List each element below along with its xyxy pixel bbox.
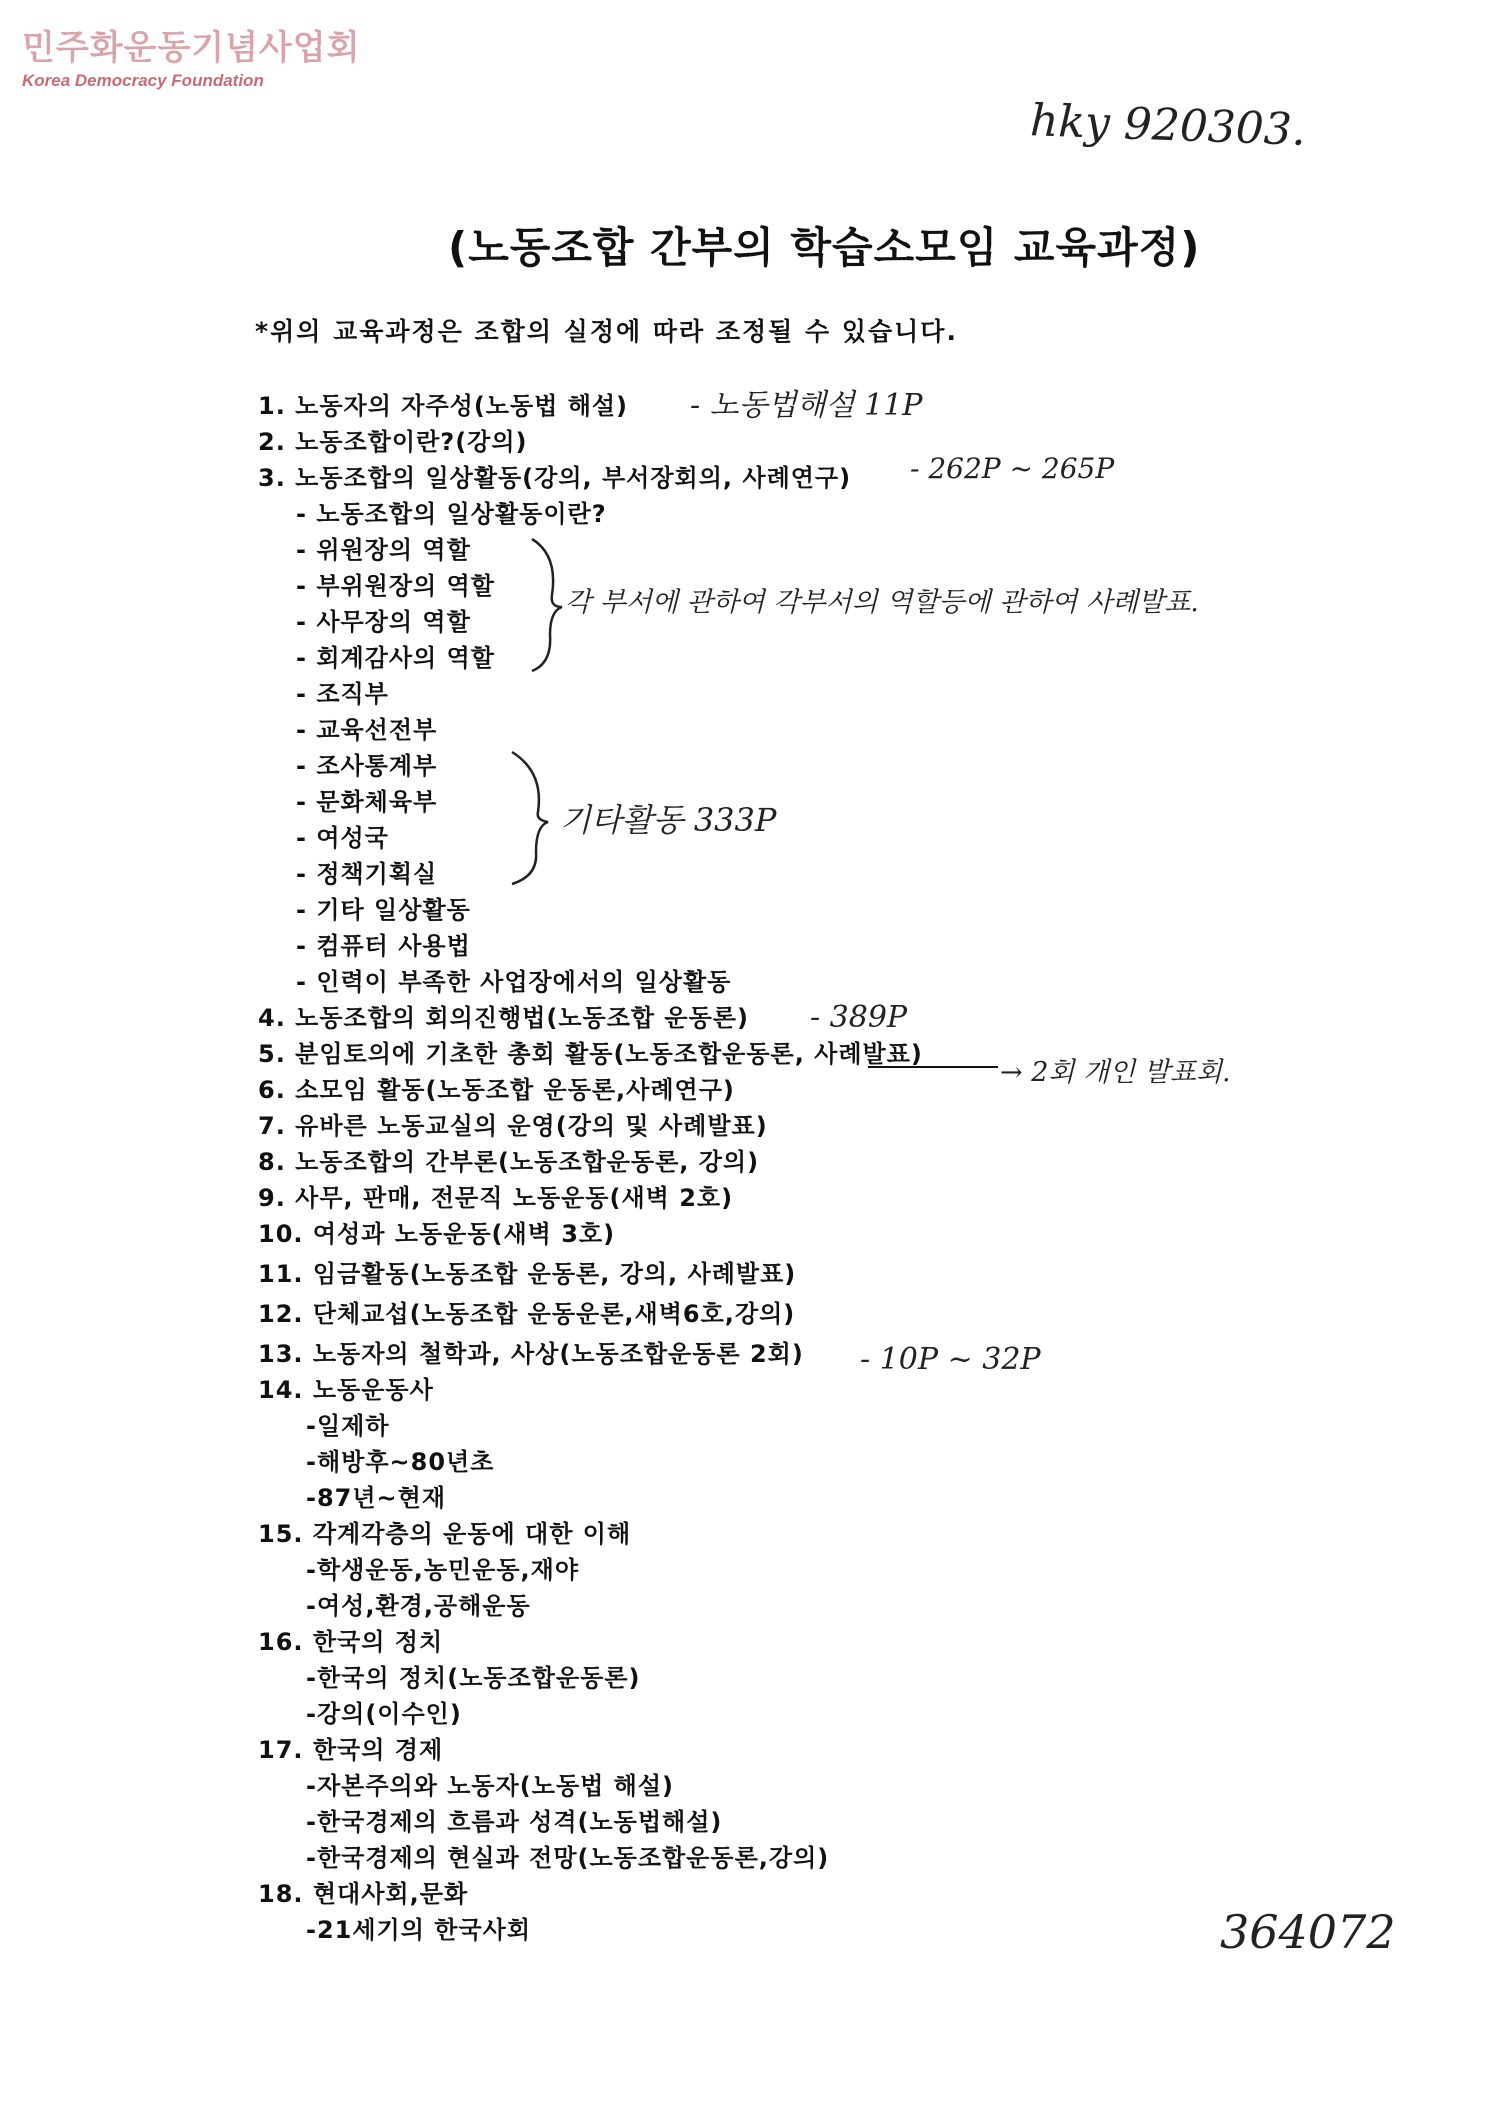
list-item: - 사무장의 역할 <box>296 608 471 636</box>
list-item: - 문화체육부 <box>296 788 438 816</box>
document-number: 364072 <box>1220 1905 1396 1959</box>
list-item: 11. 임금활동(노동조합 운동론, 강의, 사례발표) <box>258 1260 797 1288</box>
list-item: - 부위원장의 역할 <box>296 572 495 600</box>
list-item: 6. 소모임 활동(노동조합 운동론,사례연구) <box>258 1076 735 1104</box>
list-item: -강의(이수인) <box>306 1700 462 1728</box>
brace-mark <box>528 535 568 675</box>
list-item: 17. 한국의 경제 <box>258 1736 444 1764</box>
handwritten-note-brace1: 각 부서에 관하여 각부서의 역할등에 관하여 사례발표. <box>565 587 1199 618</box>
list-item: -한국의 정치(노동조합운동론) <box>306 1664 641 1692</box>
list-item: -87년~현재 <box>306 1484 447 1512</box>
list-item: - 여성국 <box>296 824 389 852</box>
list-item: 18. 현대사회,문화 <box>258 1880 469 1908</box>
watermark <box>22 20 360 91</box>
handwritten-note-brace2: 기타활동 333P <box>560 801 777 839</box>
list-item: - 위원장의 역할 <box>296 536 471 564</box>
adjustment-note: *위의 교육과정은 조합의 실정에 따라 조정될 수 있습니다. <box>255 317 958 346</box>
list-item: -자본주의와 노동자(노동법 해설) <box>306 1772 675 1800</box>
list-item: 16. 한국의 정치 <box>258 1628 444 1656</box>
watermark-korean: 민주화운동기념사업회 <box>22 28 361 68</box>
list-item: - 조직부 <box>296 680 389 708</box>
list-item: 3. 노동조합의 일상활동(강의, 부서장회의, 사례연구) <box>258 464 852 492</box>
list-item: -한국경제의 현실과 전망(노동조합운동론,강의) <box>306 1844 830 1872</box>
document-code: hky 920303. <box>1029 95 1307 156</box>
handwritten-note-item5: → 2회 개인 발표회. <box>1000 1057 1231 1088</box>
list-item: 12. 단체교섭(노동조합 운동운론,새벽6호,강의) <box>258 1300 796 1328</box>
handwritten-note-item1: - 노동법해설 11P <box>690 388 923 423</box>
list-item: 5. 분임토의에 기초한 총회 활동(노동조합운동론, 사례발표) <box>258 1040 923 1068</box>
handwritten-note-item13: - 10P ~ 32P <box>860 1342 1041 1377</box>
list-item: - 기타 일상활동 <box>296 896 471 924</box>
handwritten-note-item3: - 262P ~ 265P <box>910 452 1115 485</box>
list-item: -한국경제의 흐름과 성격(노동법해설) <box>306 1808 723 1836</box>
list-item: -일제하 <box>306 1412 390 1440</box>
list-item: - 노동조합의 일상활동이란? <box>296 500 607 528</box>
list-item: - 컴퓨터 사용법 <box>296 932 471 960</box>
watermark-english: Korea Democracy Foundation <box>22 71 264 90</box>
list-item: 1. 노동자의 자주성(노동법 해설) <box>258 392 629 420</box>
list-item: 9. 사무, 판매, 전문직 노동운동(새벽 2호) <box>258 1184 734 1212</box>
list-item: 14. 노동운동사 <box>258 1376 434 1404</box>
list-item: - 인력이 부족한 사업장에서의 일상활동 <box>296 968 732 996</box>
page-title: (노동조합 간부의 학습소모임 교육과정) <box>448 223 1201 272</box>
list-item: -21세기의 한국사회 <box>306 1916 532 1944</box>
list-item: 8. 노동조합의 간부론(노동조합운동론, 강의) <box>258 1148 760 1176</box>
underline-mark <box>868 1066 998 1068</box>
list-item: - 조사통계부 <box>296 752 438 780</box>
brace-mark <box>508 748 554 888</box>
list-item: 13. 노동자의 철학과, 사상(노동조합운동론 2회) <box>258 1340 804 1368</box>
list-item: 10. 여성과 노동운동(새벽 3호) <box>258 1220 616 1248</box>
list-item: -해방후~80년초 <box>306 1448 495 1476</box>
list-item: - 교육선전부 <box>296 716 438 744</box>
list-item: 2. 노동조합이란?(강의) <box>258 428 528 456</box>
list-item: -여성,환경,공해운동 <box>306 1592 531 1620</box>
handwritten-note-item4: - 389P <box>810 1000 908 1035</box>
list-item: - 정책기획실 <box>296 860 438 888</box>
list-item: 7. 유바른 노동교실의 운영(강의 및 사례발표) <box>258 1112 768 1140</box>
list-item: 4. 노동조합의 회의진행법(노동조합 운동론) <box>258 1004 749 1032</box>
list-item: 15. 각계각층의 운동에 대한 이해 <box>258 1520 632 1548</box>
list-item: - 회계감사의 역할 <box>296 644 495 672</box>
list-item: -학생운동,농민운동,재야 <box>306 1556 580 1584</box>
